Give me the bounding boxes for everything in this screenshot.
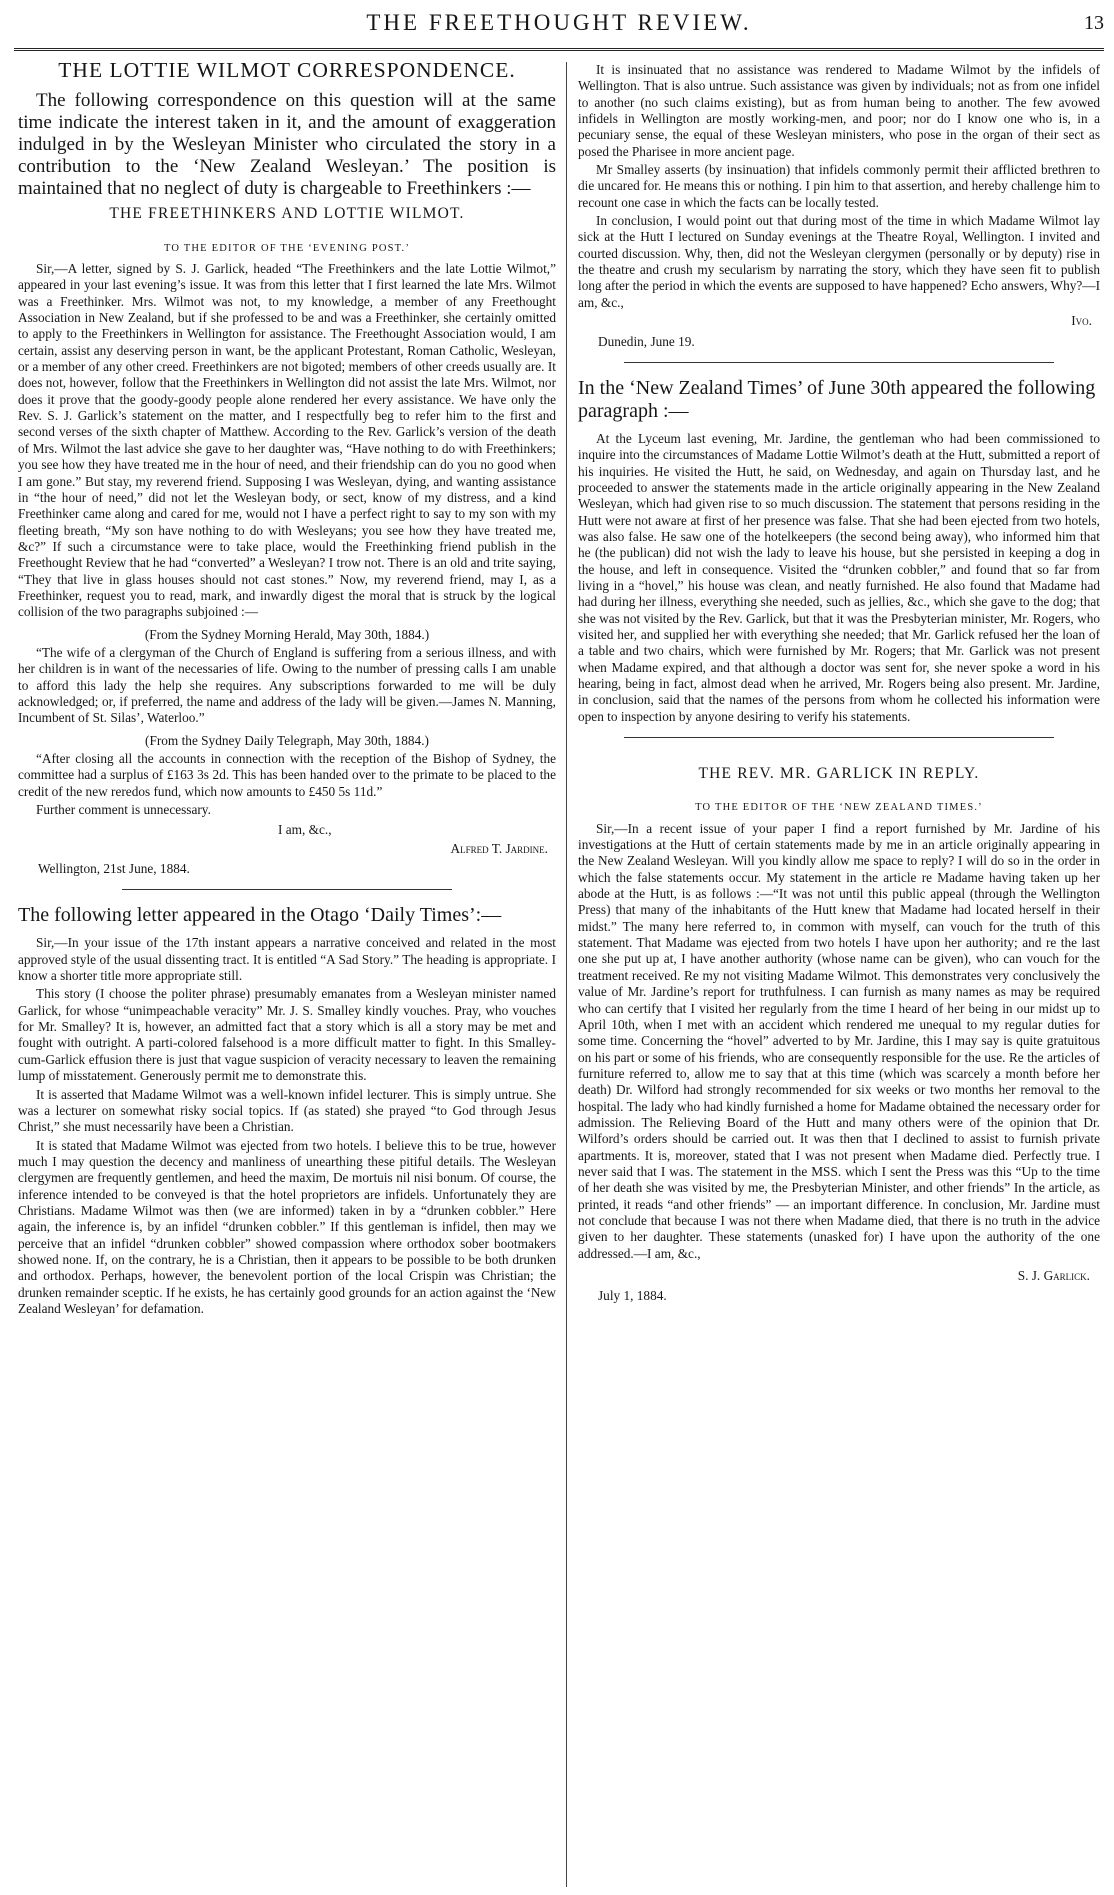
page-header xyxy=(14,4,1104,51)
ivo-paragraph: Mr Smalley asserts (by insinuation) that infidels commonly permit their afflicted brethren to die uncared for. He means this or nothing. I pin him to that assertion, and hereby challenge him to recount one case in which the facts can be locally tested. xyxy=(578,162,1100,210)
column-rule xyxy=(566,62,567,1887)
otago-paragraph: It is stated that Madame Wilmot was ejected from two hotels. I believe this to be true, however much I may question the decency and manliness of unearthing these pitiful details. The Wesleyan clergymen are frequently gentlemen, and heed the maxim, De mortuis nil nisi bonum. Of course, the inference intended to be conveyed is that the hotel proprietors are infidels. Unfortunately they are Christians. Madame Wilmot was then (we are informed) taken in by a “drunken cobbler.” Here again, the inference is, by an infidel “drunken cobbler.” If this gentleman is infidel, then may we perceive that an infidel “drunken cobbler” showed compassion where orthodox sober bootmakers showed none. If, on the contrary, he is a Christian, then it appears to be possible to be both drunken and orthodox. Perhaps, however, the benevolent portion of the local Crispin was Christian; the drunken remainder sceptic. If he exists, he has certainly good grounds for an action against the ‘New Zealand Wesleyan’ for defamation. xyxy=(18,1137,556,1316)
quote-sydney-herald: “The wife of a clergyman of the Church of England is suffering from a serious illness, and with her children is in want of the necessaries of life. Owing to the number of pressing calls I am unable to afford this lady the help she requires. Any subscriptions forwarded to me will be duly acknowledged; or, if preferred, the name and address of the lady will be given.—James N. Manning, Incumbent of St. Silas’, Waterloo.” xyxy=(18,644,556,726)
intro-paragraph: The following correspondence on this question will at the same time indicate the interest taken in it, and the amount of exaggeration indulged in by the Wesleyan Minister who circulated the story in a contribution to the ‘New Zealand Wesleyan.’ The position is maintained that no neglect of duty is chargeable to Freethinkers :— xyxy=(18,90,556,200)
signature-jardine: Alfred T. Jardine. xyxy=(450,840,548,856)
otago-paragraph: Sir,—In your issue of the 17th instant appears a narrative conceived and related in the most approved style of the usual dissenting tract. It is entitled “A Sad Story.” The heading is appropriate. I know a shorter title more appropriate still. xyxy=(18,935,556,984)
page-number: 13 xyxy=(1084,12,1104,34)
times-paragraph: At the Lyceum last evening, Mr. Jardine, the gentleman who had been commissioned to inquire into the circumstances of Madame Lottie Wilmot’s death at the Hutt, submitted a report of his inquiries. He visited the Hutt, he said, on Wednesday, and again on Thursday last, and he proceeded to answer the statements made in the article originally appearing in the New Zealand Wesleyan, which had given rise to so much discussion. The statement that persons residing in the Hutt were not aware at first of her presence was false. That she had been ejected from two hotels, was also false. He saw one of the hotelkeepers (the second being away), who informed him that he (the publican) did not wish the lady to leave his house, but she persisted in keeping a dog in the house, and left in consequence. Visited the “drunken cobbler,” and found that so far from living in a “hovel,” his house was clean, and neatly furnished. He also found that Madame had had during her illness, everything she needed, such as jellies, &c., which she gave to the dog; that she was not visited by the Rev. Garlick, but that it was the Presbyterian minister, Mr. Rogers, who visited her, and supplied her with everything she needed; that Mr. Garlick refused her the loan of a table and two chairs, which were furnished by Mr. Rogers; that Mr. Garlick was not present when Madame expired, and that although a doctor was sent for, she never spoke a word in his hearing, being in fact, almost dead when he arrived, Mr. Rogers being also present. Mr. Jardine, in conclusion, said that the names of the persons from whom he collected his information were open to inspection by anyone desiring to verify his statements. xyxy=(578,430,1100,724)
ivo-paragraph: In conclusion, I would point out that during most of the time in which Madame Wilmot lay sick at the Hutt I lectured on Sunday evenings at the Theatre Royal, Wellington. I invited and courted discussion. Why, then, did not the Wesleyan clergymen (personally or by deputy) rise in the theatre and crush my secularism by narrating the story, which they have seen fit to publish long after the period in which the events are supposed to have happened? Echo answers, Why?—I am, &c., xyxy=(578,213,1100,310)
reply-title: THE REV. MR. GARLICK IN REPLY. xyxy=(698,765,980,783)
otago-paragraph: This story (I choose the politer phrase) presumably emanates from a Wesleyan minister named Garlick, for whose “unimpeachable veracity” Mr. J. S. Smalley kindly vouches. Pray, who vouches for Mr. Smalley? It is, however, an admitted fact that a story which is all a story may be met and fought with outright. A parti-colored falsehood is a more difficult matter to fight. In this Smalley-cum-Garlick effusion there is just that vague suspicion of veracity necessary to leaven the remaining lump of misstatement. Generously permit me to demonstrate this. xyxy=(18,986,556,1084)
divider xyxy=(122,889,452,890)
right-column xyxy=(578,62,1100,1891)
source-sydney-herald: (From the Sydney Morning Herald, May 30th, 1884.) xyxy=(144,626,430,642)
divider xyxy=(624,362,1054,363)
jardine-letter: Sir,—A letter, signed by S. J. Garlick, headed “The Freethinkers and the late Lottie Wilmot,” appeared in your last evening’s issue. It was from this letter that I first learned the late Mrs. Wilmot was a Freethinker. Mrs. Wilmot was not, to my knowledge, a member of any Freethought Association in New Zealand, but if she professed to be and was a Freethinker, she certainly omitted to apply to the Freethinkers in Wellington for assistance. The Freethought Association would, I am certain, assist any deserving person in want, be the applicant Protestant, Roman Catholic, Wesleyan, or a member of any other creed. Freethinkers are not bigoted; members of other creeds usually are. It does not, however, follow that the Freethinkers in Wellington did not assist the late Mrs. Wilmot, nor does it prove that the goody-goody people alone rendered her every assistance. We have only the Rev. S. J. Garlick’s statement on the matter, and I respectfully beg to refer him to the first and second verses of the sixth chapter of Matthew. According to the Rev. Garlick’s version of the death of Mrs. Wilmot the last advice she gave to her daughter was, “Have nothing to do with Freethinkers; you see how they have treated me in the hour of need, and their friendship can do you no good when I am gone.” But stay, my reverend friend. Supposing I was Wesleyan, dying, and wanting assistance in “the hour of need,” did not let the Wesleyan body, or sect, know of my distress, and a kind Freethinker came along and cared for me, would not I have a perfect right to say to my son with my fleeting breath, “My son have nothing to do with Wesleyans; you see how they have treated me, &c?” If such a circumstance were to take place, would the Freethinking friend publish in the Freethought Review that he had “converted” a Wesleyan? I trow not. There is an old and trite saying, “They that live in glass houses should not cast stones.” Now, my reverend friend, may I, as a Freethinker, request you to read, mark, and inwardly digest the moral that is struck by the logical collision of the two paragraphs subjoined :— xyxy=(18,261,556,620)
signature-ivo: Ivo. xyxy=(1071,313,1092,329)
quote-sydney-telegraph: “After closing all the accounts in connection with the reception of the Bishop of Sydney, the committee had a surplus of £163 3s 2d. This has been handed over to the primate to be placed to the credit of the new reredos fund, which now amounts to £450 5s 11d.” xyxy=(18,751,556,799)
times-heading: In the ‘New Zealand Times’ of June 30th appeared the following paragraph :— xyxy=(578,376,1096,422)
sign-off: I am, &c., xyxy=(278,822,332,838)
source-sydney-telegraph: (From the Sydney Daily Telegraph, May 30th, 1884.) xyxy=(145,732,429,748)
place-date: Wellington, 21st June, 1884. xyxy=(38,861,190,877)
signature-garlick: S. J. Garlick. xyxy=(1017,1268,1090,1283)
divider xyxy=(624,737,1054,738)
reply-date: July 1, 1884. xyxy=(598,1288,667,1304)
otago-heading: The following letter appeared in the Otago ‘Daily Times’:— xyxy=(18,904,502,927)
reply-to-editor-line: TO THE EDITOR OF THE ‘NEW ZEALAND TIMES.’ xyxy=(695,802,983,814)
reply-letter: Sir,—In a recent issue of your paper I find a report furnished by Mr. Jardine of his investigations at the Hutt of certain statements made by me in an article originally appearing in the New Zealand Wesleyan. Will you kindly allow me space to reply? I will do so in the order in which the false statements occur. My statement in the article re Madame having taken up her abode at the Hutt, is as follows :—“It was not until this public appeal (through the Wellington Press) that many of the inhabitants of the Hutt knew that Madame had located herself in their midst.” The many here referred to, in common with myself, can vouch for the truth of this statement. That Madame was ejected from two hotels I have upon her authority; and re the last one she put up at, I have another authority (whose name can be given), who can vouch for the treatment received. Re my not visiting Madame Wilmot. This demonstrates very conclusively the value of Mr. Jardine’s report for truthfulness. I can furnish as many names as may be required who can certify that I visited her regularly from the time I heard of her being in our midst up to April 10th, when I met with an accident which rendered me unequal to my regular duties for some time. Concerning the “hovel” adverted to by Mr. Jardine, this I may say is quite gratuitous on his part or some of his friends, who are consequently responsible for the use. Re the articles of furniture referred to, allow me to say that at this time (which was scarcely a month before her death) Dr. Wilford had strongly recommended for six weeks or two months her removal to the hospital. The lady who had kindly furnished a home for Madame obtained the necessary order for admission. The Relieving Board of the Hutt and many others were of the opinion that Dr. Wilford’s orders should be carried out. It was then that I declined to assist to furnish private apartments. It is, moreover, stated that I was not present when Madame died. Perfectly true. I never said that I was. The statement in the MSS. which I sent the Press was this “Up to the time of her death she was visited by me, the Presbyterian Minister, and other friends” In the article, as printed, it reads “and other friends” — an important difference. In conclusion, Mr. Jardine must not conclude that because I was not there when Madame died, that there is no truth in the advice given to her daughter. These statements (unasked for) I have upon the authority of the one addressed.—I am, &c., xyxy=(578,820,1100,1261)
article-title: THE LOTTIE WILMOT CORRESPONDENCE. xyxy=(58,62,516,82)
left-column xyxy=(18,62,556,1891)
otago-paragraph: It is asserted that Madame Wilmot was a well-known infidel lecturer. This is simply untrue. She was a lecturer on somewhat risky social topics. If (as stated) she prayed “to God through Jesus Christ,” she must necessarily have been a Christian. xyxy=(18,1086,556,1135)
ivo-paragraph: It is insinuated that no assistance was rendered to Madame Wilmot by the infidels of Wellington. That is also untrue. Such assistance was given by individuals; not as from one infidel to another (no such claims existing), but as from human being to another. The few avowed infidels in Wellington are mostly working-men, and poor; nor do I know one who is, in a pecuniary sense, the equal of these Wesleyan ministers, who pose in the organ of their sect as posed the Pharisee in more ancient page. xyxy=(578,62,1100,159)
to-editor-line: TO THE EDITOR OF THE ‘EVENING POST.’ xyxy=(163,242,411,254)
running-title: THE FREETHOUGHT REVIEW. xyxy=(366,10,752,35)
further-comment: Further comment is unnecessary. xyxy=(36,802,211,818)
section-subtitle: THE FREETHINKERS AND LOTTIE WILMOT. xyxy=(109,205,465,223)
ivo-place-date: Dunedin, June 19. xyxy=(598,333,695,349)
